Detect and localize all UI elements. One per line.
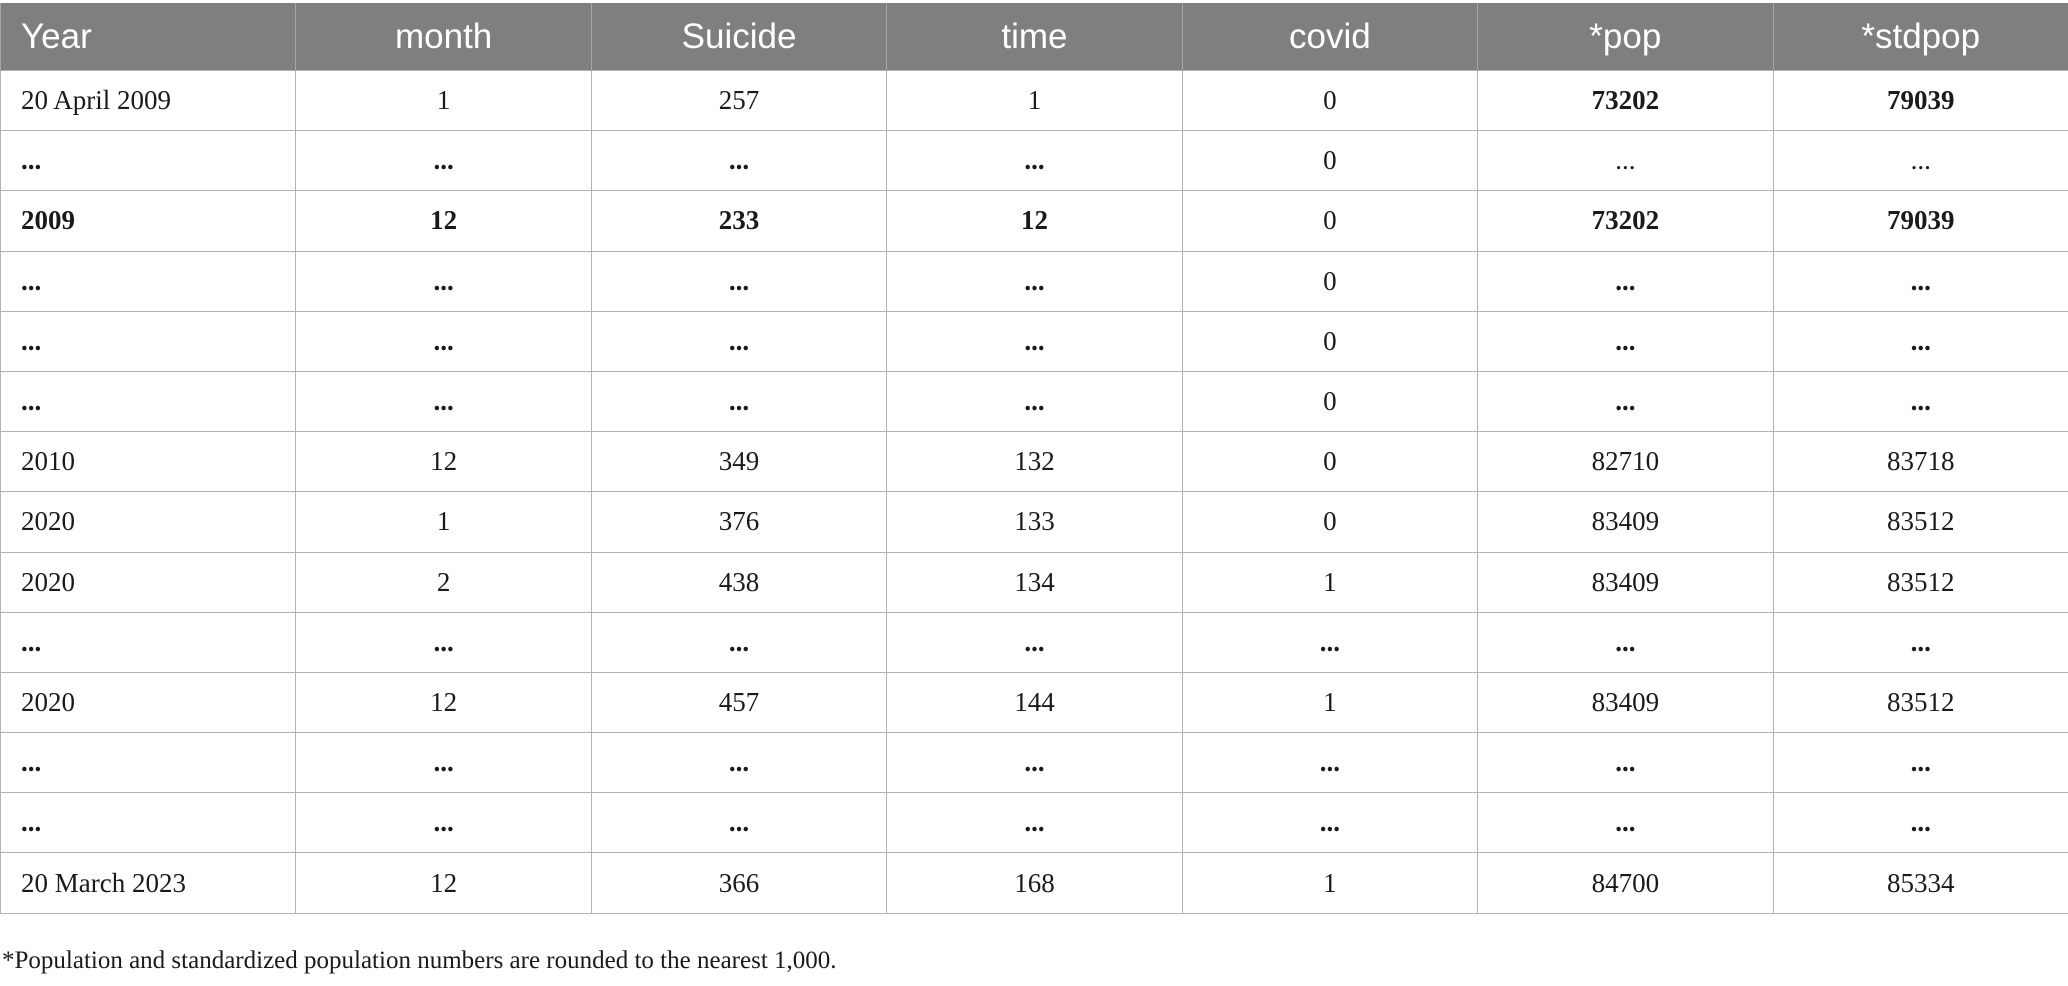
- cell-suicide: ...: [591, 131, 886, 191]
- cell-pop: 83409: [1478, 552, 1773, 612]
- table-row: [1, 191, 2068, 251]
- cell-time: ...: [887, 251, 1182, 311]
- cell-month: ...: [296, 793, 591, 853]
- cell-pop: 83409: [1478, 672, 1773, 732]
- cell-pop: ...: [1478, 251, 1773, 311]
- cell-stdpop: ...: [1773, 793, 2068, 853]
- cell-month: 12: [296, 191, 591, 251]
- cell-year: 2020: [1, 492, 296, 552]
- cell-stdpop: ...: [1773, 311, 2068, 371]
- cell-year: ...: [1, 793, 296, 853]
- cell-month: 12: [296, 853, 591, 913]
- cell-suicide: ...: [591, 733, 886, 793]
- cell-year: 2020: [1, 672, 296, 732]
- column-header-stdpop: *stdpop: [1773, 3, 2068, 71]
- cell-pop: ...: [1478, 733, 1773, 793]
- cell-pop: 73202: [1478, 71, 1773, 131]
- cell-time: ...: [887, 793, 1182, 853]
- cell-suicide: ...: [591, 612, 886, 672]
- cell-year: ...: [1, 612, 296, 672]
- cell-covid: 0: [1182, 251, 1477, 311]
- table-row: [1, 71, 2068, 131]
- table-row: [1, 612, 2068, 672]
- cell-pop: ...: [1478, 793, 1773, 853]
- cell-month: ...: [296, 131, 591, 191]
- cell-year: 2020: [1, 552, 296, 612]
- column-header-covid: covid: [1182, 3, 1477, 71]
- cell-year: 20 March 2023: [1, 853, 296, 913]
- cell-time: 12: [887, 191, 1182, 251]
- cell-suicide: 233: [591, 191, 886, 251]
- cell-year: ...: [1, 371, 296, 431]
- table-row: [1, 311, 2068, 371]
- cell-time: 133: [887, 492, 1182, 552]
- cell-time: 1: [887, 71, 1182, 131]
- cell-month: ...: [296, 612, 591, 672]
- cell-time: 144: [887, 672, 1182, 732]
- cell-year: ...: [1, 251, 296, 311]
- cell-pop: 83409: [1478, 492, 1773, 552]
- cell-covid: 0: [1182, 71, 1477, 131]
- cell-time: 132: [887, 432, 1182, 492]
- cell-time: ...: [887, 311, 1182, 371]
- table-row: [1, 492, 2068, 552]
- cell-time: ...: [887, 131, 1182, 191]
- cell-stdpop: 83512: [1773, 552, 2068, 612]
- column-header-time: time: [887, 3, 1182, 71]
- table-footnote: *Population and standardized population numbers are rounded to the nearest 1,000.: [2, 947, 837, 974]
- cell-month: 12: [296, 432, 591, 492]
- data-table-container: [0, 3, 2068, 914]
- table-row: [1, 793, 2068, 853]
- cell-month: ...: [296, 311, 591, 371]
- cell-year: ...: [1, 733, 296, 793]
- table-row: [1, 371, 2068, 431]
- cell-stdpop: ...: [1773, 371, 2068, 431]
- cell-stdpop: ...: [1773, 251, 2068, 311]
- cell-suicide: ...: [591, 251, 886, 311]
- column-header-suicide: Suicide: [591, 3, 886, 71]
- cell-suicide: 438: [591, 552, 886, 612]
- cell-covid: 0: [1182, 311, 1477, 371]
- cell-pop: 82710: [1478, 432, 1773, 492]
- cell-month: 12: [296, 672, 591, 732]
- cell-stdpop: 83718: [1773, 432, 2068, 492]
- table-row: [1, 672, 2068, 732]
- cell-covid: 0: [1182, 131, 1477, 191]
- cell-time: ...: [887, 612, 1182, 672]
- cell-month: 2: [296, 552, 591, 612]
- table-row: [1, 552, 2068, 612]
- cell-covid: 0: [1182, 432, 1477, 492]
- column-header-pop: *pop: [1478, 3, 1773, 71]
- cell-covid: ...: [1182, 612, 1477, 672]
- cell-stdpop: 83512: [1773, 492, 2068, 552]
- cell-month: 1: [296, 492, 591, 552]
- cell-month: 1: [296, 71, 591, 131]
- cell-covid: 1: [1182, 552, 1477, 612]
- cell-time: 168: [887, 853, 1182, 913]
- cell-month: ...: [296, 251, 591, 311]
- cell-stdpop: 85334: [1773, 853, 2068, 913]
- cell-covid: ...: [1182, 733, 1477, 793]
- table-row: [1, 853, 2068, 913]
- cell-covid: 0: [1182, 371, 1477, 431]
- data-table: [0, 3, 2068, 914]
- cell-stdpop: ...: [1773, 733, 2068, 793]
- column-header-year: Year: [1, 3, 296, 71]
- cell-year: ...: [1, 311, 296, 371]
- cell-pop: 84700: [1478, 853, 1773, 913]
- cell-suicide: ...: [591, 371, 886, 431]
- cell-time: 134: [887, 552, 1182, 612]
- cell-month: ...: [296, 371, 591, 431]
- cell-suicide: 349: [591, 432, 886, 492]
- cell-suicide: 257: [591, 71, 886, 131]
- cell-covid: 0: [1182, 492, 1477, 552]
- cell-suicide: ...: [591, 793, 886, 853]
- cell-stdpop: ...: [1773, 131, 2068, 191]
- cell-suicide: 376: [591, 492, 886, 552]
- cell-covid: ...: [1182, 793, 1477, 853]
- cell-year: ...: [1, 131, 296, 191]
- cell-pop: ...: [1478, 131, 1773, 191]
- cell-suicide: 366: [591, 853, 886, 913]
- cell-stdpop: 79039: [1773, 191, 2068, 251]
- cell-time: ...: [887, 733, 1182, 793]
- cell-year: 2009: [1, 191, 296, 251]
- cell-stdpop: 79039: [1773, 71, 2068, 131]
- cell-year: 20 April 2009: [1, 71, 296, 131]
- table-row: [1, 733, 2068, 793]
- table-row: [1, 251, 2068, 311]
- table-body: [1, 71, 2068, 914]
- cell-stdpop: ...: [1773, 612, 2068, 672]
- column-header-month: month: [296, 3, 591, 71]
- cell-covid: 0: [1182, 191, 1477, 251]
- cell-suicide: 457: [591, 672, 886, 732]
- cell-stdpop: 83512: [1773, 672, 2068, 732]
- cell-covid: 1: [1182, 672, 1477, 732]
- cell-suicide: ...: [591, 311, 886, 371]
- table-row: [1, 432, 2068, 492]
- cell-year: 2010: [1, 432, 296, 492]
- cell-covid: 1: [1182, 853, 1477, 913]
- cell-pop: 73202: [1478, 191, 1773, 251]
- cell-pop: ...: [1478, 311, 1773, 371]
- cell-pop: ...: [1478, 612, 1773, 672]
- cell-month: ...: [296, 733, 591, 793]
- cell-pop: ...: [1478, 371, 1773, 431]
- table-header: [1, 3, 2068, 71]
- header-row: [1, 3, 2068, 71]
- cell-time: ...: [887, 371, 1182, 431]
- table-row: [1, 131, 2068, 191]
